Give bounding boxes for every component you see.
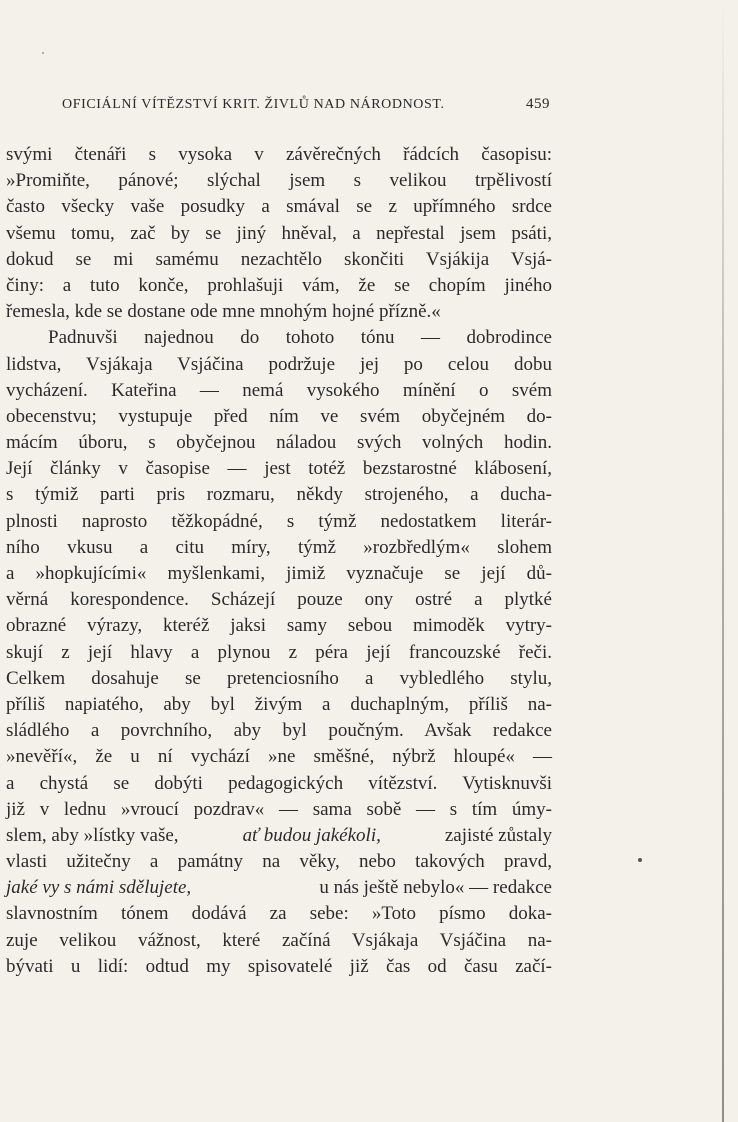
text-line: a chystá se dobýti pedagogických vítězství. Vytisknuvši: [6, 772, 552, 794]
text-line: sládlého a povrchního, aby byl poučným. Avšak redakce: [6, 720, 552, 742]
text-line: všemu tomu, zač by se jiný hněval, a nepřestal jsem psáti,: [6, 222, 552, 244]
page-edge-shadow: [722, 0, 724, 1122]
text-line: Její články v časopise — jest totéž bezstarostné klábosení,: [6, 458, 552, 480]
text-line: příliš napiatého, aby byl živým a duchaplným, příliš na-: [6, 693, 552, 715]
text-line: plnosti naprosto těžkopádné, s týmž nedostatkem literár-: [6, 510, 552, 532]
text-line: slavnostním tónem dodává za sebe: »Toto písmo doka-: [6, 903, 552, 925]
text-line: vlasti užitečny a památny na věky, nebo takových pravd,: [6, 851, 552, 873]
text-line: Celkem dosahuje se pretenciosního a vybledlého stylu,: [6, 667, 552, 689]
text-line: již v lednu »vroucí pozdrav« — sama sobě — s tím úmy-: [6, 798, 552, 820]
text-line: mácím úboru, s obyčejnou náladou svých volných hodin.: [6, 432, 552, 454]
text-line: lidstva, Vsjákaja Vsjáčina podržuje jej po celou dobu: [6, 353, 552, 375]
scan-speck: [638, 858, 642, 862]
text-line: věrná korespondence. Scházejí pouze ony ostré a plytké: [6, 589, 552, 611]
text-line: »nevěří«, že u ní vychází »ne směšné, nýbrž hloupé« —: [6, 746, 552, 768]
text-line: často všecky vaše posudky a smával se z upřímného srdce: [6, 196, 552, 218]
text-line: řemesla, kde se dostane ode mne mnohým hojné přízně.«: [6, 301, 441, 323]
text-line: ního vkusu a citu míry, týmž »rozbředlým« slohem: [6, 536, 552, 558]
body-text: [6, 142, 552, 980]
text-line: svými čtenáři s vysoka v závěrečných řádcích časopisu:: [6, 144, 552, 165]
text-line: dokud se mi samému nezachtělo skončiti Vsjákija Vsjá-: [6, 248, 552, 270]
text-line: a »hopkujícími« myšlenkami, jimiž vyznačuje se její dů-: [6, 563, 552, 584]
scan-speck: [42, 52, 44, 54]
text-line: »Promiňte, pánové; slýchal jsem s velikou trpělivostí: [6, 170, 552, 192]
text-line: slem, aby »lístky vaše, ať budou jakékoli, zajisté zůstaly: [6, 823, 552, 849]
text-line: zuje velikou vážnost, které začíná Vsjákaja Vsjáčina na-: [6, 929, 552, 951]
text-line: skují z její hlavy a plynou z péra její francouzské řeči.: [6, 641, 552, 663]
text-line: obecenstvu; vystupuje před ním ve svém obyčejném do-: [6, 405, 552, 427]
text-line: Padnuvši najednou do tohoto tónu — dobrodince: [48, 327, 552, 349]
text-line: jaké vy s námi sdělujete, u nás ještě nebylo« — redakce: [6, 875, 552, 901]
text-line: bývati u lidí: odtud my spisovatelé již čas od času začí-: [6, 955, 552, 977]
italic-phrase: jaké vy s námi sdělujete,: [6, 877, 192, 899]
text-line: s týmiž parti pris rozmaru, někdy strojeného, a ducha-: [6, 484, 552, 506]
text-line: vycházení. Kateřina — nemá vysokého mínění o svém: [6, 379, 552, 401]
header-title: OFICIÁLNÍ VÍTĚZSTVÍ KRIT. ŽIVLŮ NAD NÁRODNOST.: [62, 97, 445, 112]
text-line: obrazné výrazy, kteréž jaksi samy sebou mimoděk vytry-: [6, 615, 552, 637]
running-header: [62, 96, 550, 113]
italic-phrase: ať budou jakékoli,: [242, 824, 381, 846]
text-line: činy: a tuto konče, prohlašuji vám, že se chopím jiného: [6, 274, 552, 296]
page-number: 459: [526, 96, 550, 112]
